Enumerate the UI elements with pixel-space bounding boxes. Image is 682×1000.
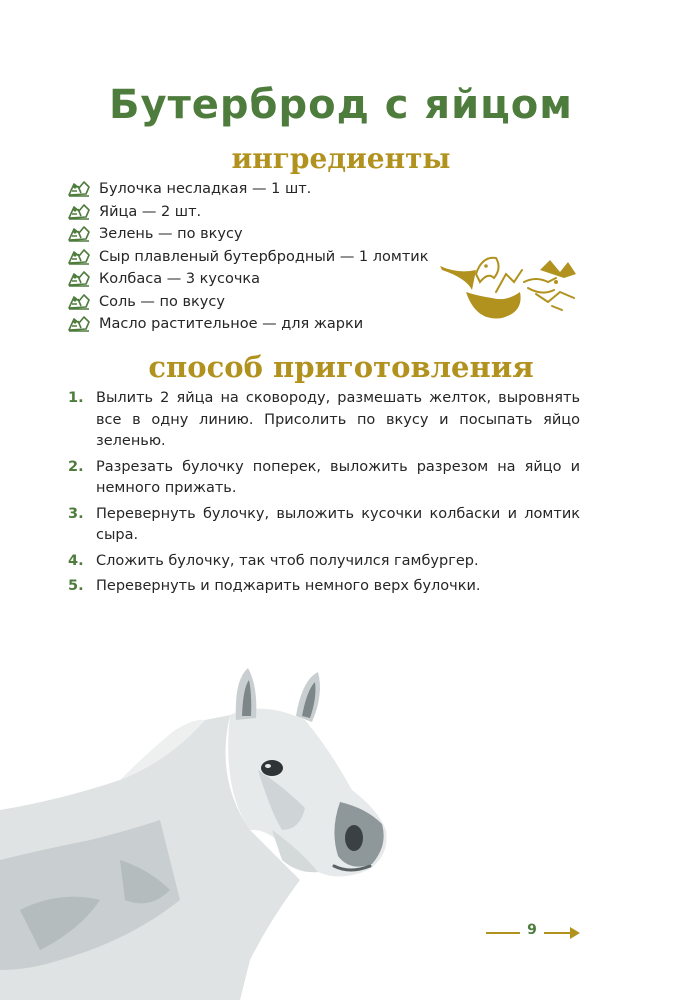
ingredient-item bbox=[66, 223, 428, 246]
ingredient-bullet-icon bbox=[66, 224, 92, 244]
ingredient-bullet-icon bbox=[66, 202, 92, 222]
step-number: 5. bbox=[68, 578, 84, 594]
step-text: Вылить 2 яйца на сковороду, размешать желток, выровнять все в одну линию. Присолить по вкусу и посыпать яйцо зеленью. bbox=[96, 390, 580, 449]
ingredient-item bbox=[66, 246, 428, 269]
ingredient-item bbox=[66, 178, 428, 201]
arrow-right-icon bbox=[570, 927, 580, 939]
ingredient-text: Яйца — 2 шт. bbox=[99, 203, 202, 220]
page-number-marker bbox=[486, 921, 582, 943]
step-number: 1. bbox=[68, 390, 84, 406]
step-number: 3. bbox=[68, 505, 84, 522]
page-title: Бутерброд с яйцом bbox=[109, 82, 573, 128]
ingredient-bullet-icon bbox=[66, 314, 92, 334]
ingredients-list bbox=[66, 178, 428, 336]
ingredient-text: Булочка несладкая — 1 шт. bbox=[99, 181, 312, 198]
step-text: Разрезать булочку поперек, выложить разрезом на яйцо и немного прижать. bbox=[96, 458, 580, 496]
step-item bbox=[68, 576, 580, 598]
step-item bbox=[68, 551, 580, 573]
ingredient-text: Колбаса — 3 кусочка bbox=[99, 271, 261, 288]
step-item bbox=[68, 457, 580, 500]
step-item bbox=[68, 504, 580, 547]
step-number: 4. bbox=[68, 552, 84, 569]
step-text: Перевернуть и поджарить немного верх булочки. bbox=[96, 578, 481, 594]
ingredient-item bbox=[66, 313, 428, 336]
ingredient-text: Зелень — по вкусу bbox=[99, 226, 243, 243]
step-text: Сложить булочку, так чтоб получился гамбургер. bbox=[96, 552, 479, 569]
page-number: 9 bbox=[527, 922, 537, 938]
method-heading: способ приготовления bbox=[148, 350, 534, 384]
step-item bbox=[68, 388, 580, 453]
ingredient-item bbox=[66, 291, 428, 314]
ingredient-item bbox=[66, 201, 428, 224]
ingredient-bullet-icon bbox=[66, 292, 92, 312]
horse-illustration bbox=[0, 660, 400, 1000]
ingredients-heading: ингредиенты bbox=[231, 142, 451, 175]
ingredient-bullet-icon bbox=[66, 179, 92, 199]
step-text: Перевернуть булочку, выложить кусочки колбаски и ломтик сыра. bbox=[96, 505, 580, 543]
sandwich-sketch-illustration bbox=[436, 252, 582, 324]
ingredient-text: Соль — по вкусу bbox=[99, 293, 225, 310]
page-number-line-left bbox=[486, 932, 520, 934]
ingredient-text: Сыр плавленый бутербродный — 1 ломтик bbox=[99, 248, 429, 265]
ingredient-item bbox=[66, 268, 428, 291]
ingredient-text: Масло растительное — для жарки bbox=[99, 316, 364, 333]
step-number: 2. bbox=[68, 458, 84, 475]
steps-list bbox=[68, 388, 580, 602]
ingredient-bullet-icon bbox=[66, 247, 92, 267]
ingredient-bullet-icon bbox=[66, 269, 92, 289]
